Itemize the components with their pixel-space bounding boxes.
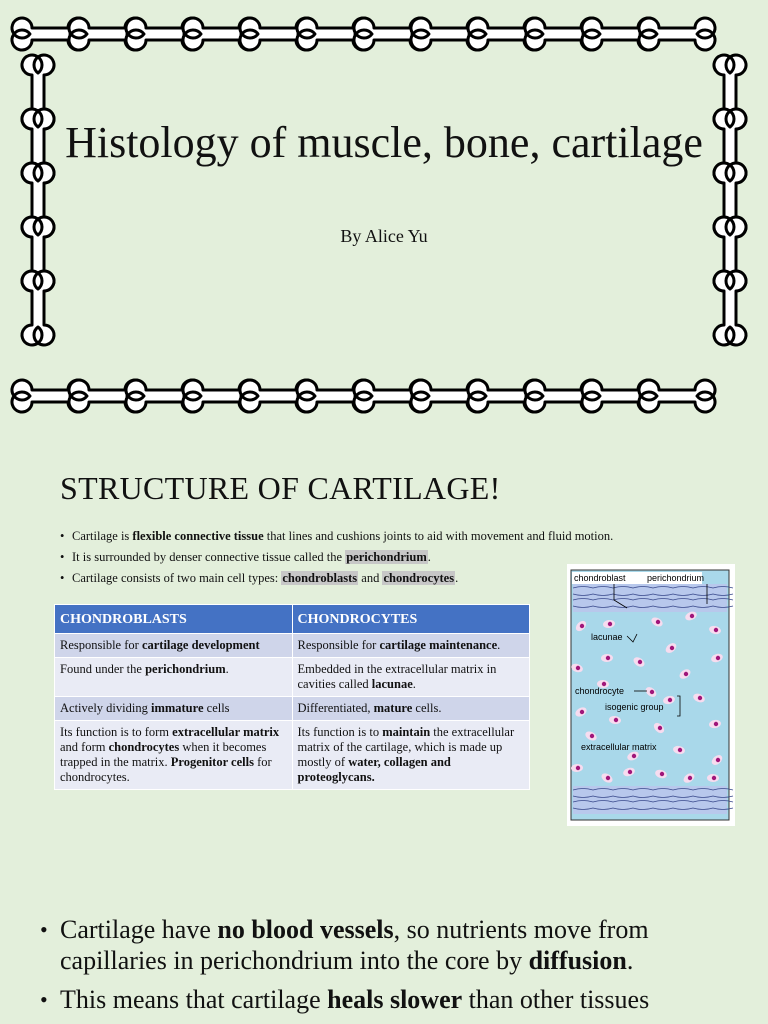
chondrocyte-nucleus xyxy=(670,646,674,650)
comparison-table xyxy=(54,604,530,790)
bullet-icon: • xyxy=(60,550,65,564)
bone-icon xyxy=(714,271,746,345)
chondrocyte-nucleus xyxy=(606,776,610,780)
list-item: • Cartilage have no blood vessels, so nutrients move from capillaries in perichondrium into the core by diffusion. xyxy=(40,915,649,975)
bullet-icon: • xyxy=(40,917,48,942)
chondrocyte-nucleus xyxy=(650,690,654,694)
table-row xyxy=(55,634,530,658)
bone-icon xyxy=(639,380,715,412)
table-cell: Actively dividing immature cells xyxy=(55,697,293,721)
chondrocyte-nucleus xyxy=(590,734,594,738)
table-row xyxy=(55,721,530,790)
table-cell: Its function is to form extracellular matrix and form chondrocytes when it becomes trapped in the matrix. Progenitor cells for chondrocytes. xyxy=(55,721,293,790)
chondrocyte-nucleus xyxy=(698,696,702,700)
chondrocyte-nucleus xyxy=(658,726,662,730)
table-cell: Responsible for cartilage development xyxy=(55,634,293,658)
list-item: • Cartilage consists of two main cell types: chondroblasts and chondrocytes. xyxy=(58,568,698,589)
chondrocyte-nucleus xyxy=(580,624,584,628)
label-isogenic-group: isogenic group xyxy=(605,702,664,712)
chondrocyte-nucleus xyxy=(716,758,720,762)
bullet-icon: • xyxy=(60,529,65,543)
column-header: CHONDROBLASTS xyxy=(55,605,293,634)
table-header-row xyxy=(55,605,530,634)
chondrocyte-nucleus xyxy=(614,718,618,722)
label-perichondrium: perichondrium xyxy=(647,573,705,583)
chondrocyte-nucleus xyxy=(632,754,636,758)
table-cell: Differentiated, mature cells. xyxy=(292,697,530,721)
label-chondrocyte: chondrocyte xyxy=(575,686,625,696)
table-cell: Embedded in the extracellular matrix in cavities called lacunae. xyxy=(292,658,530,697)
chondrocyte-nucleus xyxy=(712,776,716,780)
chondrocyte-nucleus xyxy=(714,628,718,632)
chondrocyte-nucleus xyxy=(576,666,580,670)
diffusion-bullet-list xyxy=(40,914,760,1023)
chondrocyte-nucleus xyxy=(638,660,642,664)
chondrocyte-nucleus xyxy=(656,620,660,624)
section-heading: STRUCTURE OF CARTILAGE! xyxy=(60,470,501,506)
bullet-icon: • xyxy=(60,571,65,585)
bone-icon xyxy=(22,271,54,345)
chondrocyte-nucleus xyxy=(714,722,718,726)
author-byline: By Alice Yu xyxy=(340,226,428,246)
bone-icon xyxy=(639,18,715,50)
list-item: • Cartilage is flexible connective tissue that lines and cushions joints to aid with movement and fluid motion. xyxy=(58,526,698,547)
label-lacunae: lacunae xyxy=(591,632,623,642)
table-row xyxy=(55,697,530,721)
table-cell: Responsible for cartilage maintenance. xyxy=(292,634,530,658)
page-title: Histology of muscle, bone, cartilage xyxy=(65,118,703,167)
list-item: • This means that cartilage heals slower than other tissues xyxy=(40,985,650,1014)
bone-border-frame xyxy=(0,0,768,430)
chondrocyte-nucleus xyxy=(678,748,682,752)
chondrocyte-nucleus xyxy=(716,656,720,660)
column-header: CHONDROCYTES xyxy=(292,605,530,634)
cartilage-diagram xyxy=(567,564,735,826)
chondrocyte-nucleus xyxy=(628,770,632,774)
list-item: • It is surrounded by denser connective tissue called the perichondrium. xyxy=(58,547,698,568)
chondrocyte-nucleus xyxy=(684,672,688,676)
chondrocyte-nucleus xyxy=(668,698,672,702)
chondrocyte-nucleus xyxy=(690,614,694,618)
chondrocyte-nucleus xyxy=(660,772,664,776)
table-cell: Its function is to maintain the extracellular matrix of the cartilage, which is made up mostly of water, collagen and proteoglycans. xyxy=(292,721,530,790)
chondrocyte-nucleus xyxy=(608,622,612,626)
label-extracellular-matrix: extracellular matrix xyxy=(581,742,657,752)
label-chondroblast: chondroblast xyxy=(574,573,626,583)
chondrocyte-nucleus xyxy=(606,656,610,660)
chondrocyte-nucleus xyxy=(576,766,580,770)
table-cell: Found under the perichondrium. xyxy=(55,658,293,697)
bullet-icon: • xyxy=(40,987,48,1012)
table-row xyxy=(55,658,530,697)
chondrocyte-nucleus xyxy=(688,776,692,780)
chondrocyte-nucleus xyxy=(580,710,584,714)
